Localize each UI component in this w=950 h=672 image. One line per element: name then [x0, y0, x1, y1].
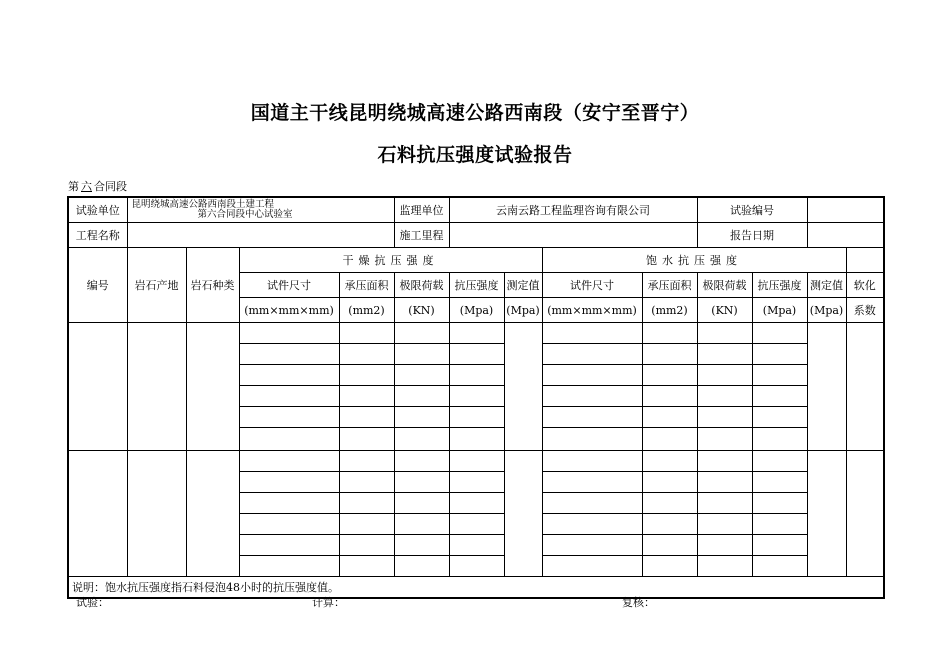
- wet-strength-cell[interactable]: [752, 472, 807, 493]
- wet-strength-cell[interactable]: [752, 323, 807, 344]
- dry-strength-cell[interactable]: [449, 472, 504, 493]
- col-origin-header: 岩石产地: [127, 248, 186, 323]
- wet-area-cell[interactable]: [642, 365, 697, 386]
- wet-size-cell[interactable]: [542, 556, 642, 577]
- dry-strength-cell[interactable]: [449, 386, 504, 407]
- dry-area-header: 承压面积: [339, 273, 394, 298]
- wet-load-cell[interactable]: [697, 493, 752, 514]
- wet-area-cell[interactable]: [642, 514, 697, 535]
- wet-size-cell[interactable]: [542, 344, 642, 365]
- wet-measured-header: 测定值: [807, 273, 846, 298]
- soften-header-2: 系数: [846, 298, 884, 323]
- wet-area-cell[interactable]: [642, 323, 697, 344]
- dry-load-unit: (KN): [394, 298, 449, 323]
- dry-strength-cell[interactable]: [449, 493, 504, 514]
- group-header-row: [68, 248, 884, 273]
- supervision-label: 监理单位: [394, 197, 449, 223]
- wet-area-cell[interactable]: [642, 472, 697, 493]
- dry-load-cell[interactable]: [394, 386, 449, 407]
- dry-area-cell[interactable]: [339, 386, 394, 407]
- dry-load-cell[interactable]: [394, 535, 449, 556]
- dry-load-cell[interactable]: [394, 407, 449, 428]
- soften-header-top: [846, 248, 884, 273]
- dry-strength-cell[interactable]: [449, 428, 504, 451]
- test-unit-value-line1: 昆明绕城高速公路西南段土建工程: [131, 199, 275, 210]
- dry-area-unit: (mm2): [339, 298, 394, 323]
- wet-strength-cell[interactable]: [752, 365, 807, 386]
- dry-size-cell[interactable]: [239, 407, 339, 428]
- dry-area-cell[interactable]: [339, 556, 394, 577]
- dry-load-header: 极限荷载: [394, 273, 449, 298]
- section-suffix: 合同段: [94, 180, 127, 193]
- wet-area-cell[interactable]: [642, 493, 697, 514]
- dry-load-cell[interactable]: [394, 493, 449, 514]
- dry-strength-group-header: 干燥抗压强度: [239, 248, 542, 273]
- report-title-line2: 石料抗压强度试验报告: [377, 144, 573, 166]
- dry-size-cell[interactable]: [239, 323, 339, 344]
- test-report-table: [67, 196, 885, 599]
- wet-strength-cell[interactable]: [752, 428, 807, 451]
- note-row: [68, 577, 884, 599]
- dry-strength-cell[interactable]: [449, 407, 504, 428]
- report-note: 说明：饱水抗压强度指石料侵泡48小时的抗压强度值。: [68, 577, 884, 599]
- project-label: 工程名称: [68, 223, 127, 248]
- sample-origin-cell[interactable]: [127, 451, 186, 577]
- wet-size-cell[interactable]: [542, 365, 642, 386]
- wet-strength-cell[interactable]: [752, 556, 807, 577]
- dry-strength-cell[interactable]: [449, 365, 504, 386]
- wet-load-cell[interactable]: [697, 386, 752, 407]
- wet-size-cell[interactable]: [542, 472, 642, 493]
- wet-strength-group-header: 饱水抗压强度: [542, 248, 846, 273]
- dry-strength-cell[interactable]: [449, 323, 504, 344]
- calculator-signature-label: 计算：: [312, 596, 345, 609]
- dry-strength-cell[interactable]: [449, 556, 504, 577]
- wet-load-header: 极限荷载: [697, 273, 752, 298]
- supervision-value: 云南云路工程监理咨询有限公司: [449, 197, 697, 223]
- wet-load-cell[interactable]: [697, 407, 752, 428]
- section-prefix: 第: [68, 180, 79, 193]
- wet-area-cell[interactable]: [642, 535, 697, 556]
- wet-measured-cell[interactable]: [807, 323, 846, 451]
- sample-rock-type-cell[interactable]: [186, 323, 239, 451]
- wet-strength-cell[interactable]: [752, 514, 807, 535]
- dry-area-cell[interactable]: [339, 514, 394, 535]
- dry-size-cell[interactable]: [239, 556, 339, 577]
- dry-strength-cell[interactable]: [449, 514, 504, 535]
- wet-strength-cell[interactable]: [752, 407, 807, 428]
- dry-size-cell[interactable]: [239, 472, 339, 493]
- dry-area-cell[interactable]: [339, 472, 394, 493]
- wet-strength-cell[interactable]: [752, 535, 807, 556]
- wet-strength-cell[interactable]: [752, 386, 807, 407]
- wet-size-header: 试件尺寸: [542, 273, 642, 298]
- wet-size-cell[interactable]: [542, 428, 642, 451]
- wet-area-unit: (mm2): [642, 298, 697, 323]
- dry-load-cell[interactable]: [394, 451, 449, 472]
- sample-row: [68, 323, 884, 344]
- mileage-label: 施工里程: [394, 223, 449, 248]
- dry-strength-cell[interactable]: [449, 344, 504, 365]
- wet-area-header: 承压面积: [642, 273, 697, 298]
- dry-area-cell[interactable]: [339, 428, 394, 451]
- wet-size-cell[interactable]: [542, 407, 642, 428]
- wet-size-cell[interactable]: [542, 535, 642, 556]
- tester-signature-label: 试验：: [76, 596, 109, 609]
- wet-strength-cell[interactable]: [752, 344, 807, 365]
- sample-rock-type-cell[interactable]: [186, 451, 239, 577]
- test-unit-label: 试验单位: [68, 197, 127, 223]
- dry-size-cell[interactable]: [239, 493, 339, 514]
- dry-strength-cell[interactable]: [449, 535, 504, 556]
- wet-size-cell[interactable]: [542, 514, 642, 535]
- wet-measured-unit: (Mpa): [807, 298, 846, 323]
- dry-size-cell[interactable]: [239, 535, 339, 556]
- dry-area-cell[interactable]: [339, 323, 394, 344]
- wet-size-cell[interactable]: [542, 386, 642, 407]
- sample-origin-cell[interactable]: [127, 323, 186, 451]
- dry-area-cell[interactable]: [339, 344, 394, 365]
- wet-size-cell[interactable]: [542, 493, 642, 514]
- dry-measured-cell[interactable]: [504, 451, 542, 577]
- test-unit-value-line2: 第六合同段中心试验室: [197, 209, 293, 220]
- contract-section: [68, 178, 127, 194]
- sample-number-cell[interactable]: [68, 323, 127, 451]
- dry-load-cell[interactable]: [394, 323, 449, 344]
- report-date-value[interactable]: [807, 223, 884, 248]
- info-row-2: [68, 223, 884, 248]
- col-rock-type-header: 岩石种类: [186, 248, 239, 323]
- dry-area-cell[interactable]: [339, 365, 394, 386]
- wet-strength-cell[interactable]: [752, 451, 807, 472]
- col-number-header: 编号: [68, 248, 127, 323]
- dry-measured-header: 测定值: [504, 273, 542, 298]
- dry-load-cell[interactable]: [394, 472, 449, 493]
- dry-load-cell[interactable]: [394, 514, 449, 535]
- info-row-1: [68, 197, 884, 223]
- wet-load-cell[interactable]: [697, 514, 752, 535]
- dry-area-cell[interactable]: [339, 407, 394, 428]
- dry-load-cell[interactable]: [394, 365, 449, 386]
- wet-load-unit: (KN): [697, 298, 752, 323]
- sample-number-cell[interactable]: [68, 451, 127, 577]
- reviewer-signature-label: 复核：: [622, 596, 655, 609]
- wet-load-cell[interactable]: [697, 535, 752, 556]
- soften-coefficient-cell[interactable]: [846, 323, 884, 451]
- wet-size-cell[interactable]: [542, 451, 642, 472]
- dry-area-cell[interactable]: [339, 493, 394, 514]
- sample-row: [68, 451, 884, 472]
- wet-area-cell[interactable]: [642, 386, 697, 407]
- dry-measured-unit: (Mpa): [504, 298, 542, 323]
- dry-area-cell[interactable]: [339, 451, 394, 472]
- dry-size-cell[interactable]: [239, 428, 339, 451]
- dry-load-cell[interactable]: [394, 344, 449, 365]
- dry-size-unit: (mm×mm×mm): [239, 298, 339, 323]
- dry-size-cell[interactable]: [239, 344, 339, 365]
- wet-strength-header: 抗压强度: [752, 273, 807, 298]
- wet-load-cell[interactable]: [697, 451, 752, 472]
- wet-area-cell[interactable]: [642, 428, 697, 451]
- dry-measured-cell[interactable]: [504, 323, 542, 451]
- dry-area-cell[interactable]: [339, 535, 394, 556]
- mileage-value[interactable]: [449, 223, 697, 248]
- wet-size-unit: (mm×mm×mm): [542, 298, 642, 323]
- project-value[interactable]: [127, 223, 394, 248]
- wet-load-cell[interactable]: [697, 472, 752, 493]
- dry-size-header: 试件尺寸: [239, 273, 339, 298]
- wet-load-cell[interactable]: [697, 556, 752, 577]
- dry-size-cell[interactable]: [239, 365, 339, 386]
- wet-area-cell[interactable]: [642, 556, 697, 577]
- wet-load-cell[interactable]: [697, 344, 752, 365]
- report-title-line1: 国道主干线昆明绕城高速公路西南段（安宁至晋宁）: [250, 102, 700, 124]
- section-number: 六: [81, 180, 92, 193]
- dry-strength-unit: (Mpa): [449, 298, 504, 323]
- wet-area-cell[interactable]: [642, 344, 697, 365]
- test-unit-value: [127, 197, 394, 223]
- dry-load-cell[interactable]: [394, 556, 449, 577]
- wet-size-cell[interactable]: [542, 323, 642, 344]
- soften-coefficient-cell[interactable]: [846, 451, 884, 577]
- test-no-label: 试验编号: [697, 197, 807, 223]
- wet-measured-cell[interactable]: [807, 451, 846, 577]
- wet-strength-cell[interactable]: [752, 493, 807, 514]
- wet-load-cell[interactable]: [697, 428, 752, 451]
- dry-size-cell[interactable]: [239, 514, 339, 535]
- test-no-value[interactable]: [807, 197, 884, 223]
- report-date-label: 报告日期: [697, 223, 807, 248]
- wet-load-cell[interactable]: [697, 323, 752, 344]
- wet-area-cell[interactable]: [642, 451, 697, 472]
- wet-strength-unit: (Mpa): [752, 298, 807, 323]
- soften-header: 软化: [846, 273, 884, 298]
- dry-strength-header: 抗压强度: [449, 273, 504, 298]
- dry-size-cell[interactable]: [239, 451, 339, 472]
- wet-load-cell[interactable]: [697, 365, 752, 386]
- dry-strength-cell[interactable]: [449, 451, 504, 472]
- dry-load-cell[interactable]: [394, 428, 449, 451]
- dry-size-cell[interactable]: [239, 386, 339, 407]
- wet-area-cell[interactable]: [642, 407, 697, 428]
